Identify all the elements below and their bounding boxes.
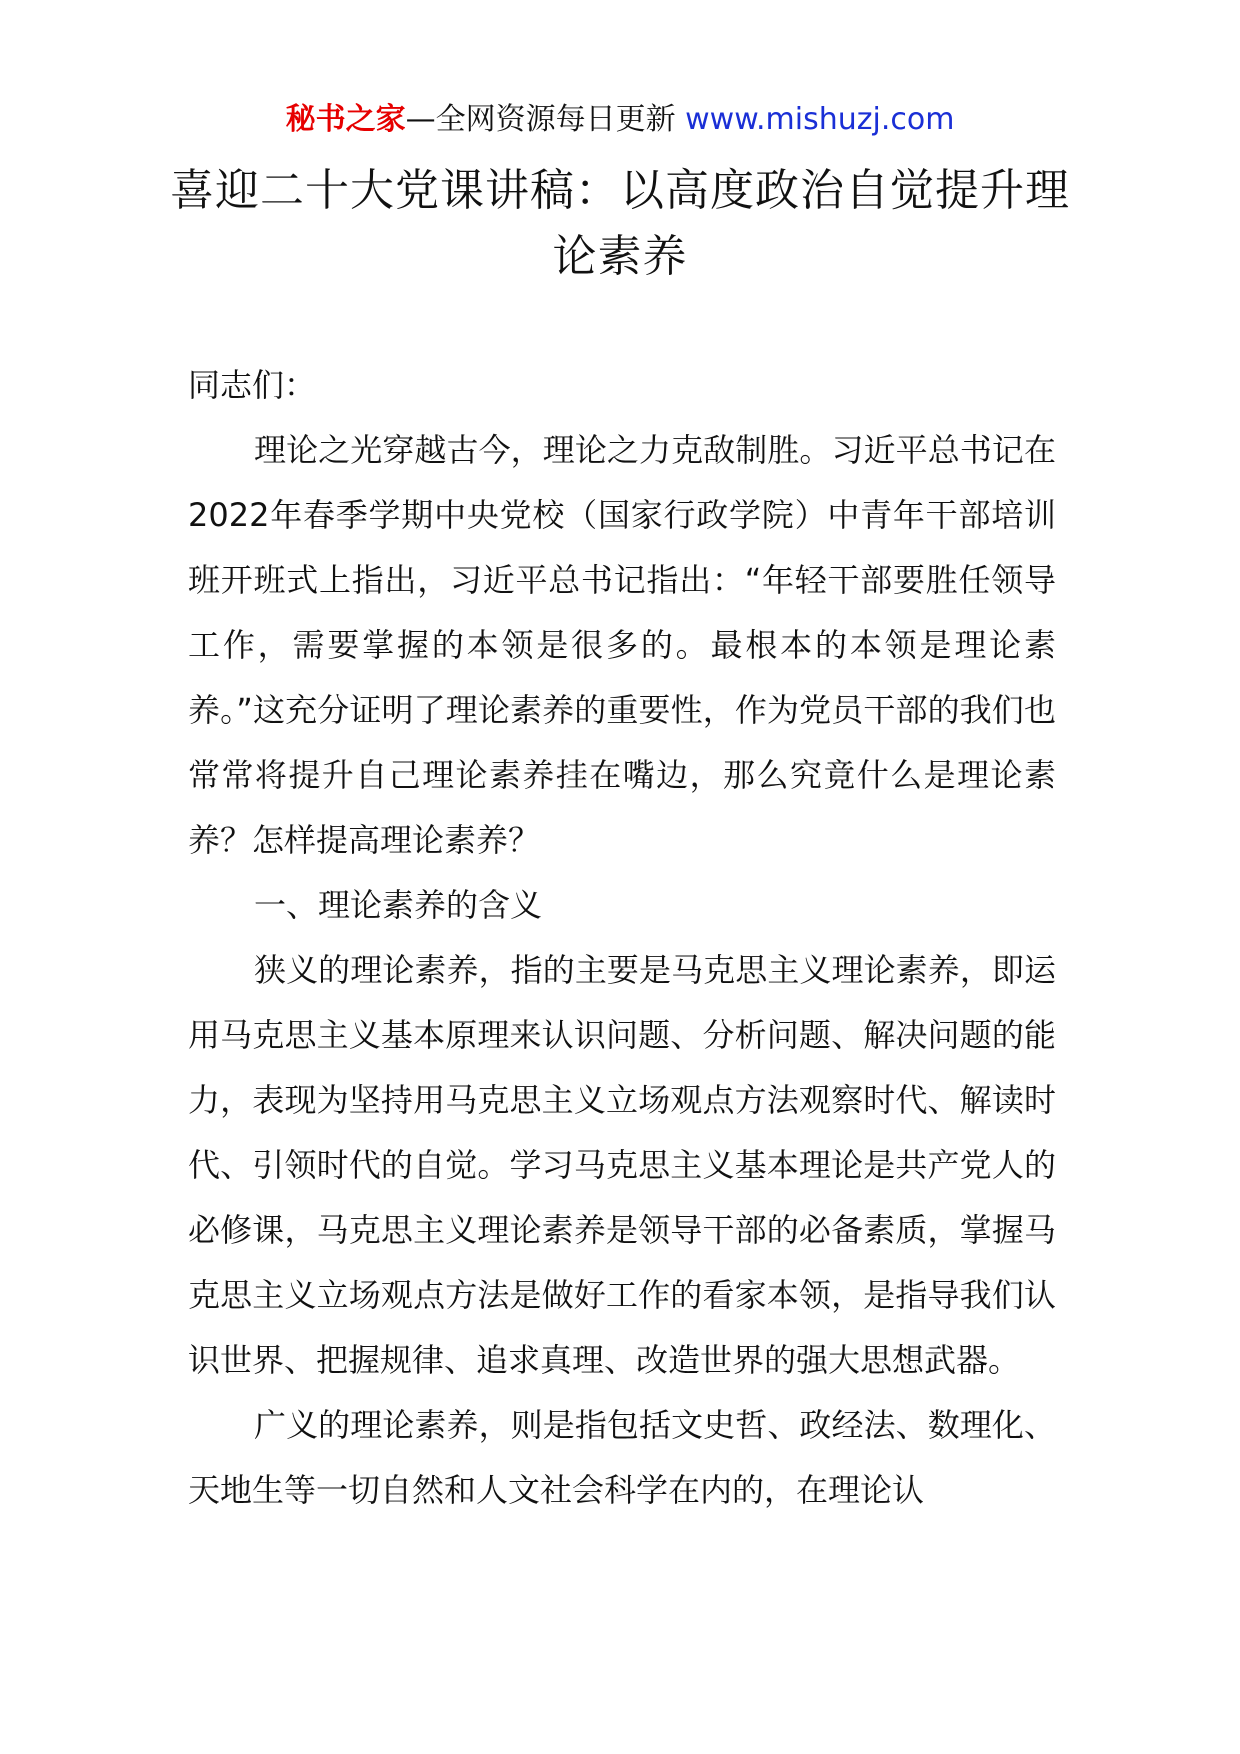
paragraph-narrow-definition: 狭义的理论素养，指的主要是马克思主义理论素养，即运用马克思主义基本原理来认识问题、分析问题、解决问题的能力，表现为坚持用马克思主义立场观点方法观察时代、解读时代、引领时代的自觉。学习马克思主义基本理论是共产党人的必修课，马克思主义理论素养是领导干部的必备素质，掌握马克思主义立场观点方法是做好工作的看家本领，是指导我们认识世界、把握规律、追求真理、改造世界的强大思想武器。	[188, 951, 1056, 1379]
salutation: 同志们：	[188, 366, 317, 404]
brand-name: 秘书之家	[285, 102, 406, 137]
paragraph-intro: 理论之光穿越古今，理论之力克敌制胜。习近平总书记在2022年春季学期中央党校（国家行政学院）中青年干部培训班开班式上指出，习近平总书记指出：“年轻干部要胜任领导工作，需要掌握的本领是很多的。最根本的本领是理论素养。”这充分证明了理论素养的重要性，作为党员干部的我们也常常将提升自己理论素养挂在嘴边，那么究竟什么是理论素养？怎样提高理论素养？	[188, 431, 1056, 859]
site-url-link[interactable]: www.mishuzj.com	[685, 102, 955, 137]
paragraph-broad-definition: 广义的理论素养，则是指包括文史哲、政经法、数理化、天地生等一切自然和人文社会科学在内的，在理论认	[188, 1406, 1056, 1509]
site-header	[0, 98, 1240, 142]
document-body	[188, 353, 1056, 1523]
document-title: 喜迎二十大党课讲稿：以高度政治自觉提升理论素养	[170, 165, 1070, 282]
header-slogan: —全网资源每日更新	[405, 102, 686, 137]
section-heading: 一、理论素养的含义	[254, 886, 543, 924]
